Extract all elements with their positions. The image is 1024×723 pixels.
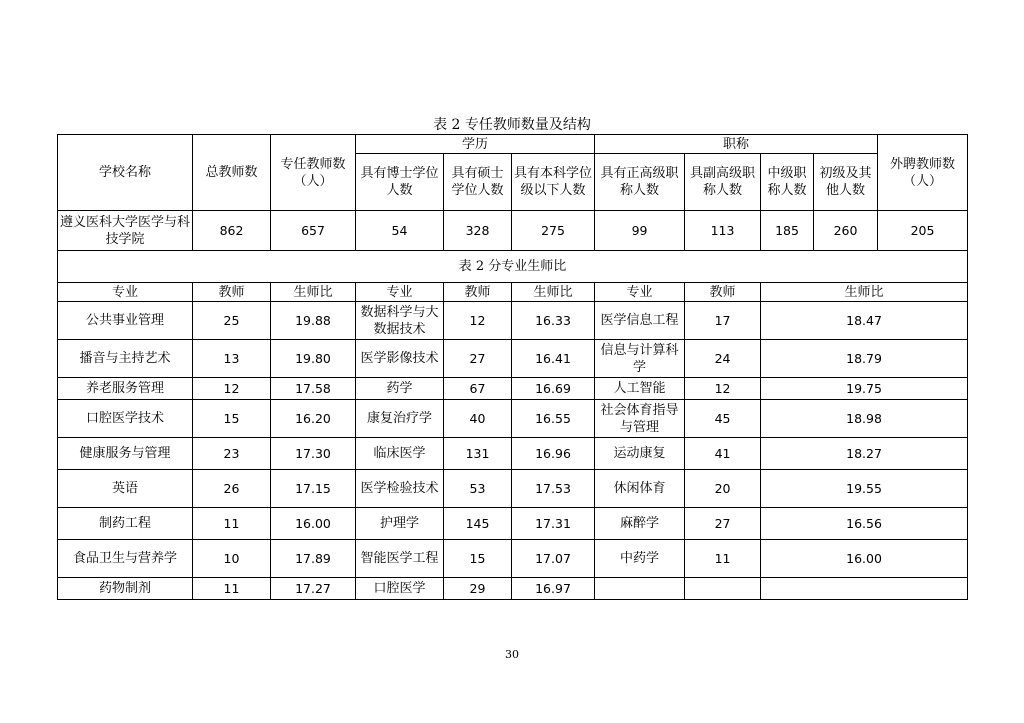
table-row <box>58 540 968 578</box>
cell-ratio <box>761 578 968 600</box>
table-row <box>58 378 968 400</box>
cell-teachers: 12 <box>193 378 271 400</box>
cell-teachers: 40 <box>444 400 512 438</box>
header-education: 学历 <box>356 135 595 154</box>
cell-ratio: 18.79 <box>761 340 968 378</box>
cell-teachers: 131 <box>444 438 512 470</box>
cell-teachers: 26 <box>193 470 271 508</box>
cell-teachers: 145 <box>444 508 512 540</box>
summary-phd: 54 <box>356 211 444 251</box>
table-row <box>58 508 968 540</box>
table-row <box>58 470 968 508</box>
table-row <box>58 438 968 470</box>
table-row <box>58 302 968 340</box>
cell-teachers: 45 <box>685 400 761 438</box>
header-fulltime: 专任教师数（人） <box>271 135 356 211</box>
cell-teachers: 23 <box>193 438 271 470</box>
cell-teachers: 27 <box>444 340 512 378</box>
cell-teachers: 13 <box>193 340 271 378</box>
cell-major: 口腔医学技术 <box>58 400 193 438</box>
cell-ratio: 16.55 <box>512 400 595 438</box>
summary-senior: 99 <box>595 211 685 251</box>
cell-teachers: 24 <box>685 340 761 378</box>
table-row <box>58 578 968 600</box>
table-row <box>58 400 968 438</box>
teacher-table <box>57 134 968 600</box>
cell-major: 制药工程 <box>58 508 193 540</box>
cell-teachers: 11 <box>193 578 271 600</box>
cell-major: 医学影像技术 <box>356 340 444 378</box>
cell-ratio: 19.55 <box>761 470 968 508</box>
cell-ratio: 16.00 <box>271 508 356 540</box>
cell-major: 中药学 <box>595 540 685 578</box>
summary-bachelor: 275 <box>512 211 595 251</box>
cell-ratio: 17.27 <box>271 578 356 600</box>
header-senior: 具有正高级职称人数 <box>595 154 685 211</box>
cell-ratio: 16.20 <box>271 400 356 438</box>
summary-school: 遵义医科大学医学与科技学院 <box>58 211 193 251</box>
col-header-major: 专业 <box>356 283 444 302</box>
cell-teachers: 11 <box>193 508 271 540</box>
cell-major: 药物制剂 <box>58 578 193 600</box>
page-number: 30 <box>505 648 519 661</box>
header-total: 总教师数 <box>193 135 271 211</box>
cell-ratio: 19.80 <box>271 340 356 378</box>
cell-major: 养老服务管理 <box>58 378 193 400</box>
summary-vice: 113 <box>685 211 761 251</box>
cell-teachers <box>685 578 761 600</box>
header-vice: 具副高级职称人数 <box>685 154 761 211</box>
ratio-header-row <box>58 283 968 302</box>
col-header-ratio: 生师比 <box>512 283 595 302</box>
cell-teachers: 20 <box>685 470 761 508</box>
cell-teachers: 10 <box>193 540 271 578</box>
header-school: 学校名称 <box>58 135 193 211</box>
cell-ratio: 16.69 <box>512 378 595 400</box>
cell-ratio: 16.00 <box>761 540 968 578</box>
cell-ratio: 17.31 <box>512 508 595 540</box>
cell-major: 公共事业管理 <box>58 302 193 340</box>
cell-ratio: 16.41 <box>512 340 595 378</box>
col-header-major: 专业 <box>58 283 193 302</box>
cell-ratio: 19.75 <box>761 378 968 400</box>
table1-caption: 表 2 专任教师数量及结构 <box>433 117 591 133</box>
cell-ratio: 16.96 <box>512 438 595 470</box>
cell-major: 食品卫生与营养学 <box>58 540 193 578</box>
cell-major: 医学信息工程 <box>595 302 685 340</box>
cell-major: 康复治疗学 <box>356 400 444 438</box>
cell-major: 信息与计算科学 <box>595 340 685 378</box>
cell-teachers: 17 <box>685 302 761 340</box>
header-middle: 中级职称人数 <box>761 154 814 211</box>
header-external: 外聘教师数（人） <box>878 135 968 211</box>
table-row <box>58 340 968 378</box>
header-title: 职称 <box>595 135 878 154</box>
cell-ratio: 17.30 <box>271 438 356 470</box>
cell-ratio: 19.88 <box>271 302 356 340</box>
header-phd: 具有博士学位人数 <box>356 154 444 211</box>
cell-teachers: 15 <box>193 400 271 438</box>
cell-major: 数据科学与大数据技术 <box>356 302 444 340</box>
cell-teachers: 25 <box>193 302 271 340</box>
cell-major: 健康服务与管理 <box>58 438 193 470</box>
cell-ratio: 16.33 <box>512 302 595 340</box>
cell-major: 口腔医学 <box>356 578 444 600</box>
cell-major: 药学 <box>356 378 444 400</box>
cell-major: 休闲体育 <box>595 470 685 508</box>
col-header-teachers: 教师 <box>685 283 761 302</box>
cell-ratio: 16.97 <box>512 578 595 600</box>
cell-ratio: 17.07 <box>512 540 595 578</box>
summary-fulltime: 657 <box>271 211 356 251</box>
cell-major: 护理学 <box>356 508 444 540</box>
cell-ratio: 18.98 <box>761 400 968 438</box>
cell-ratio: 17.58 <box>271 378 356 400</box>
cell-major: 运动康复 <box>595 438 685 470</box>
col-header-major: 专业 <box>595 283 685 302</box>
summary-external: 205 <box>878 211 968 251</box>
cell-ratio: 17.89 <box>271 540 356 578</box>
cell-major: 麻醉学 <box>595 508 685 540</box>
table2-caption: 表 2 分专业生师比 <box>58 251 968 283</box>
cell-major: 社会体育指导与管理 <box>595 400 685 438</box>
cell-major: 播音与主持艺术 <box>58 340 193 378</box>
cell-teachers: 27 <box>685 508 761 540</box>
summary-total: 862 <box>193 211 271 251</box>
cell-major: 临床医学 <box>356 438 444 470</box>
cell-ratio: 17.15 <box>271 470 356 508</box>
header-junior: 初级及其他人数 <box>814 154 878 211</box>
cell-teachers: 11 <box>685 540 761 578</box>
cell-major: 医学检验技术 <box>356 470 444 508</box>
header-bachelor: 具有本科学位级以下人数 <box>512 154 595 211</box>
ratio-rows <box>58 302 968 600</box>
cell-ratio: 18.27 <box>761 438 968 470</box>
cell-teachers: 41 <box>685 438 761 470</box>
cell-ratio: 16.56 <box>761 508 968 540</box>
cell-teachers: 53 <box>444 470 512 508</box>
cell-ratio: 17.53 <box>512 470 595 508</box>
table2-caption-row <box>58 251 968 283</box>
cell-teachers: 12 <box>444 302 512 340</box>
cell-teachers: 15 <box>444 540 512 578</box>
header-row-1 <box>58 135 968 154</box>
header-master: 具有硕士学位人数 <box>444 154 512 211</box>
summary-junior: 260 <box>814 211 878 251</box>
col-header-teachers: 教师 <box>444 283 512 302</box>
summary-master: 328 <box>444 211 512 251</box>
cell-ratio: 18.47 <box>761 302 968 340</box>
summary-row <box>58 211 968 251</box>
cell-teachers: 12 <box>685 378 761 400</box>
cell-major <box>595 578 685 600</box>
cell-major: 智能医学工程 <box>356 540 444 578</box>
summary-middle: 185 <box>761 211 814 251</box>
col-header-ratio: 生师比 <box>761 283 968 302</box>
cell-major: 人工智能 <box>595 378 685 400</box>
cell-major: 英语 <box>58 470 193 508</box>
cell-teachers: 67 <box>444 378 512 400</box>
col-header-ratio: 生师比 <box>271 283 356 302</box>
col-header-teachers: 教师 <box>193 283 271 302</box>
cell-teachers: 29 <box>444 578 512 600</box>
